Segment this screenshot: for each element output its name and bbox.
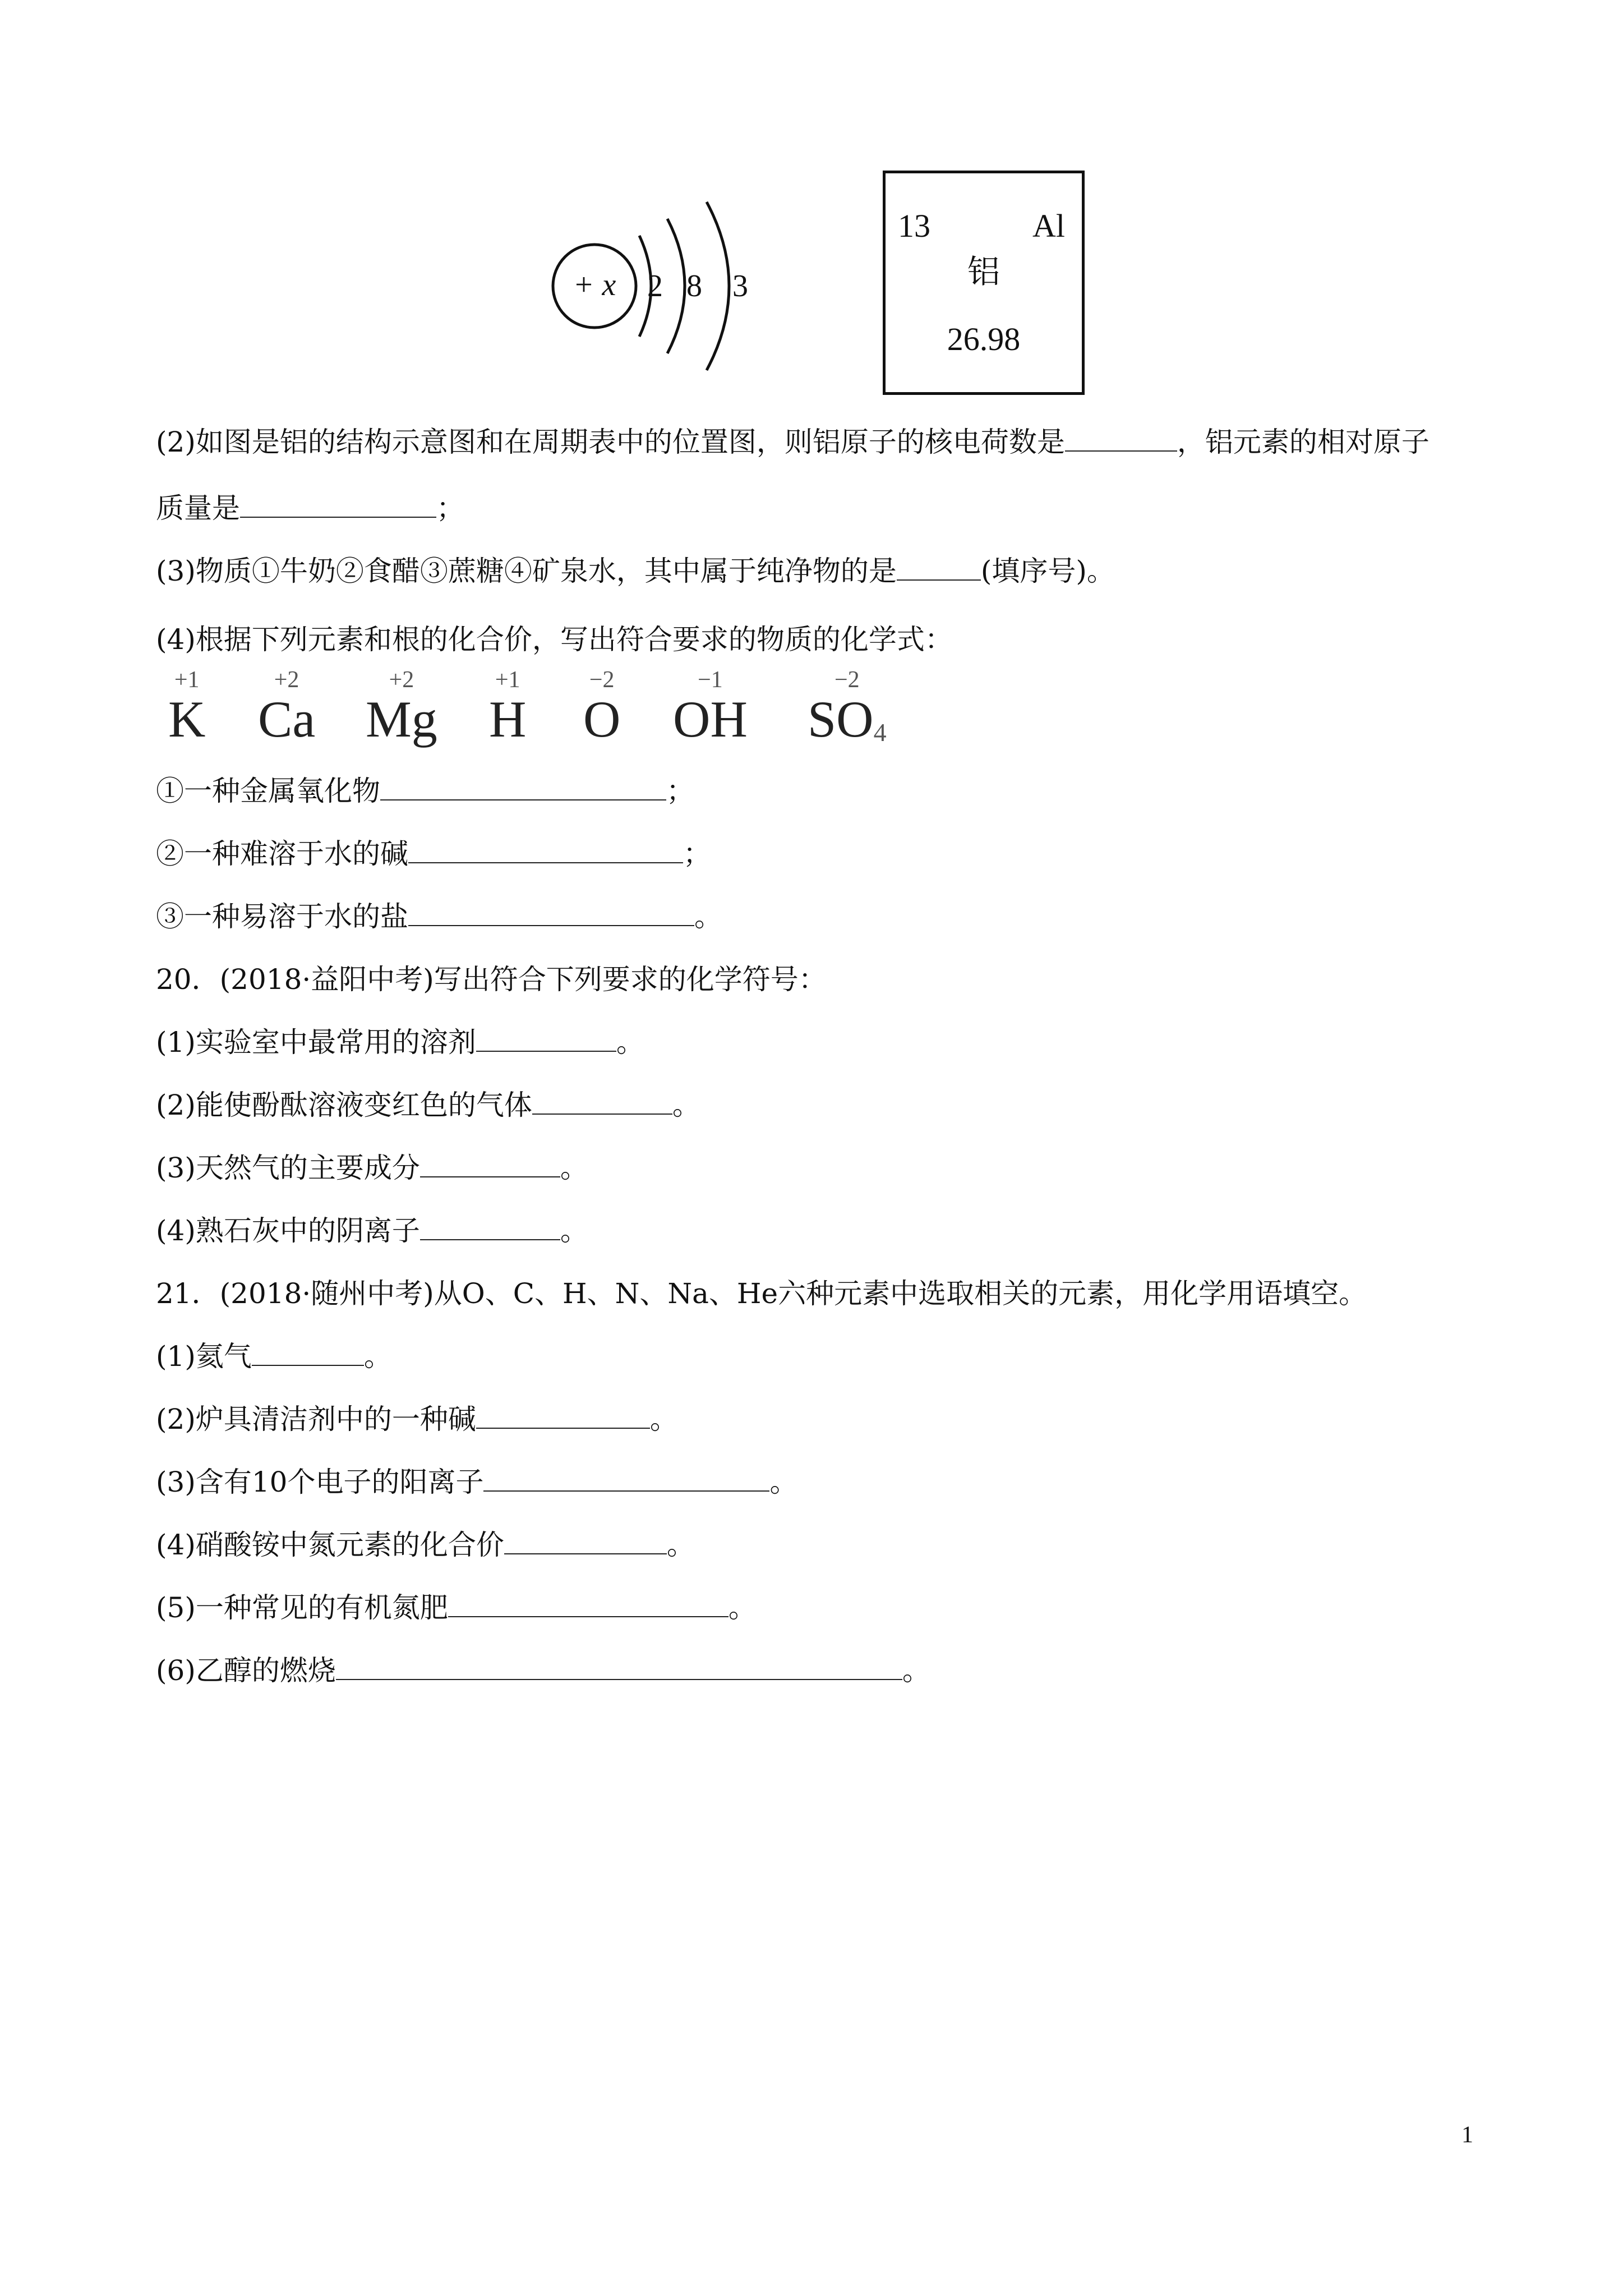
atomic-number: 13 [898,208,930,244]
valence-charge: +1 [495,667,520,693]
line-suffix: ； [436,492,464,524]
atomic-mass: 26.98 [947,321,1021,357]
line-text: (3)天然气的主要成分 [156,1152,420,1184]
valence-item [673,668,748,746]
text-line [156,900,722,933]
valence-symbol: OH [673,691,748,748]
text-line [156,1591,757,1625]
element-symbol: Al [1032,208,1065,244]
valence-charge: −2 [589,667,615,693]
text-line [156,1528,695,1562]
text-line [156,1088,700,1122]
text-line [156,623,953,656]
valence-symbol: SO4 [808,691,887,748]
line-text: (4)熟石灰中的阴离子 [156,1214,420,1247]
text-line [156,491,464,525]
line-text: 21．(2018·随州中考)从O、C、H、N、Na、He六种元素中选取相关的元素，用化学用语填空。 [156,1277,1367,1310]
line-suffix: 。 [666,1529,695,1561]
line-text: ③一种易溶于水的盐 [156,900,408,933]
answer-blank[interactable] [380,775,666,800]
shell-arc-3 [707,202,729,370]
line-suffix: 。 [694,900,722,933]
line-text: (4)根据下列元素和根的化合价，写出符合要求的物质的化学式： [156,623,953,656]
answer-blank[interactable] [532,1089,672,1115]
text-line [156,1025,644,1059]
answer-blank[interactable] [504,1529,667,1554]
answer-blank[interactable] [336,1654,902,1680]
text-line [156,425,1430,459]
answer-blank[interactable] [240,492,436,518]
valence-symbol: Ca [258,691,316,748]
line-text: (5)一种常见的有机氮肥 [156,1591,448,1624]
valence-item [366,668,437,746]
line-text: ①一种金属氧化物 [156,775,380,807]
valence-symbol: H [489,691,527,748]
answer-blank[interactable] [420,1152,560,1177]
line-suffix: 。 [728,1591,757,1624]
line-suffix: 。 [363,1340,392,1373]
valence-symbol: O [583,691,621,748]
valence-item [583,668,620,746]
valence-charge: +2 [274,667,299,693]
text-line [156,1214,588,1248]
line-text: (2)如图是铝的结构示意图和在周期表中的位置图，则铝原子的核电荷数是 [156,426,1065,458]
periodic-table-cell [883,171,1085,395]
line-suffix: 。 [649,1403,678,1435]
valence-item [258,668,315,746]
shell-count-3: 3 [732,269,748,303]
line-suffix: ，铝元素的相对原子 [1177,426,1430,458]
text-line [156,1277,1367,1310]
shell-count-2: 8 [686,269,702,303]
text-line [156,1654,930,1687]
line-text: (4)硝酸铵中氮元素的化合价 [156,1529,504,1561]
text-line [156,963,827,996]
answer-blank[interactable] [408,900,694,926]
answer-blank[interactable] [420,1214,560,1240]
line-text: (1)实验室中最常用的溶剂 [156,1026,476,1059]
valence-charge: −1 [698,667,723,693]
valence-symbol: K [168,691,206,748]
text-line [156,1465,797,1499]
line-suffix: 。 [769,1466,798,1498]
line-text: (3)含有10个电子的阳离子 [156,1466,484,1498]
answer-blank[interactable] [1065,426,1177,452]
text-line [156,1402,678,1436]
valence-item [808,668,887,760]
line-suffix: ； [666,775,694,807]
line-suffix: 。 [560,1214,588,1247]
answer-blank[interactable] [483,1466,769,1492]
page-number: 1 [1461,2122,1473,2148]
line-text: (2)能使酚酞溶液变红色的气体 [156,1089,532,1121]
valence-subscript: 4 [873,718,887,747]
valence-symbol: Mg [366,691,437,748]
line-suffix: 。 [616,1026,644,1059]
line-text: ②一种难溶于水的碱 [156,838,408,870]
text-line [156,1151,588,1185]
text-line [156,554,1115,588]
line-suffix: 。 [902,1654,930,1687]
valence-charge: +1 [174,667,200,693]
element-name: 铝 [967,252,1000,291]
text-line [156,774,694,808]
line-suffix: 。 [560,1152,588,1184]
answer-blank[interactable] [476,1403,650,1429]
line-text: (6)乙醇的燃烧 [156,1654,336,1687]
answer-blank[interactable] [476,1026,616,1052]
line-text: (3)物质①牛奶②食醋③蔗糖④矿泉水，其中属于纯净物的是 [156,555,897,587]
text-line [156,1340,392,1373]
line-text: (1)氦气 [156,1340,252,1373]
line-text: (2)炉具清洁剂中的一种碱 [156,1403,476,1435]
nucleus-label: + x [573,268,616,302]
line-suffix: (填序号)。 [980,555,1115,587]
line-suffix: 。 [672,1089,700,1121]
line-text: 质量是 [156,492,240,524]
shell-count-1: 2 [647,269,663,303]
answer-blank[interactable] [408,838,683,863]
valence-charge: +2 [389,667,414,693]
line-suffix: ； [683,838,711,870]
valence-item [489,668,526,746]
line-text: 20．(2018·益阳中考)写出符合下列要求的化学符号： [156,963,827,996]
answer-blank[interactable] [897,555,981,581]
shell-arc-2 [667,219,685,353]
valence-list [168,668,953,752]
answer-blank[interactable] [252,1340,364,1366]
valence-charge: −2 [834,667,860,693]
answer-blank[interactable] [448,1591,728,1617]
valence-item [168,668,205,746]
text-line [156,837,711,871]
